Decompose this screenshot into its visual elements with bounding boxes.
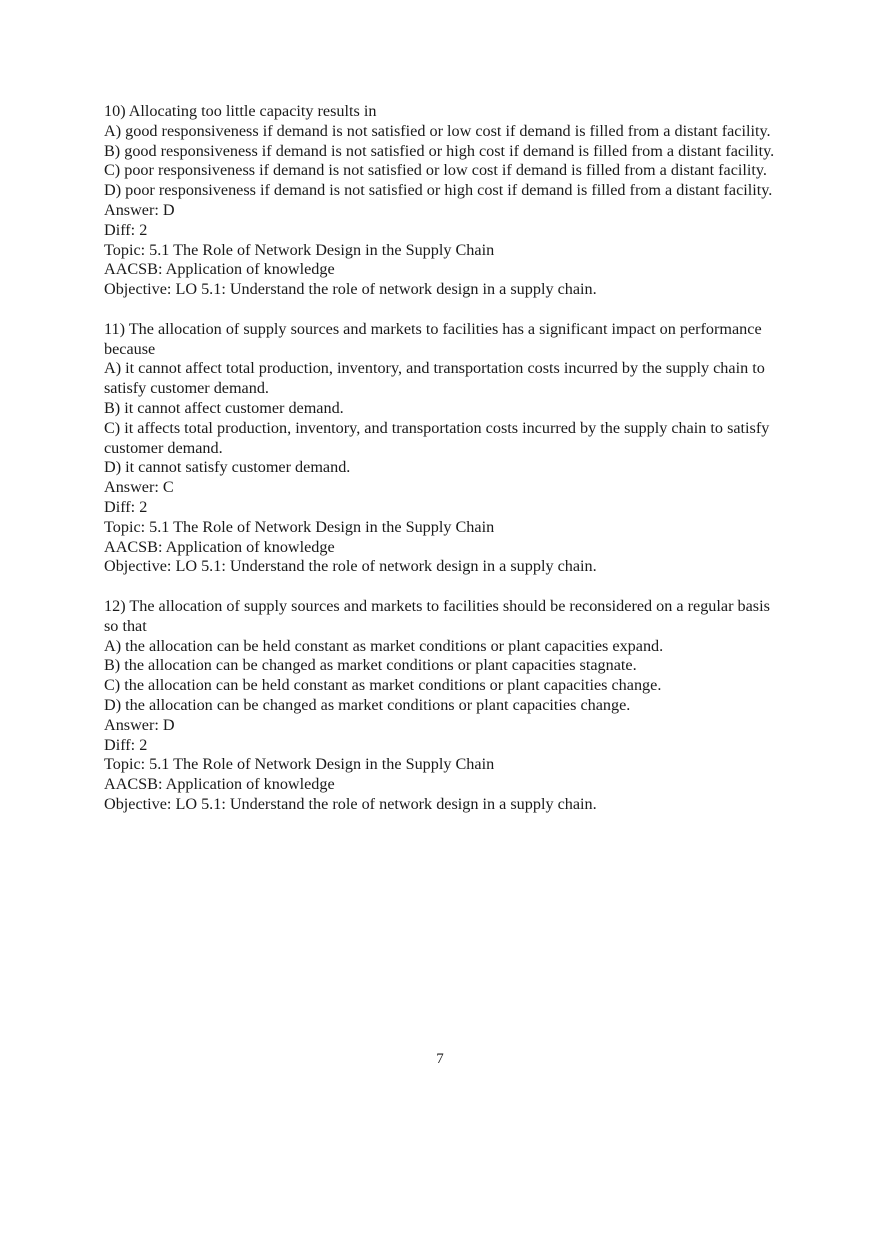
aacsb-line: AACSB: Application of knowledge: [104, 775, 335, 794]
question-12: [104, 597, 784, 815]
difficulty-line: Diff: 2: [104, 735, 148, 754]
option-a: A) the allocation can be held constant as market conditions or plant capacities expand.: [104, 636, 664, 655]
objective-line: Objective: LO 5.1: Understand the role of network design in a supply chain.: [104, 557, 597, 576]
difficulty-line: Diff: 2: [104, 497, 148, 516]
option-c: C) the allocation can be held constant as market conditions or plant capacities change.: [104, 676, 662, 695]
option-a: A) good responsiveness if demand is not satisfied or low cost if demand is filled from a distant facility.: [104, 121, 771, 140]
option-a: A) it cannot affect total production, inventory, and transportation costs incurred by the supply chain to satisfy customer demand.: [104, 359, 765, 398]
question-10: [104, 102, 784, 300]
option-d: D) the allocation can be changed as market conditions or plant capacities change.: [104, 695, 631, 714]
page-number: 7: [436, 1051, 444, 1067]
option-c: C) poor responsiveness if demand is not satisfied or low cost if demand is filled from a distant facility.: [104, 161, 767, 180]
option-b: B) the allocation can be changed as market conditions or plant capacities stagnate.: [104, 656, 637, 675]
objective-line: Objective: LO 5.1: Understand the role of network design in a supply chain.: [104, 794, 597, 813]
option-c: C) it affects total production, inventory, and transportation costs incurred by the supply chain to satisfy customer demand.: [104, 418, 770, 457]
question-stem: 12) The allocation of supply sources and markets to facilities should be reconsidered on a regular basis so that: [104, 596, 770, 635]
answer-line: Answer: D: [104, 715, 175, 734]
aacsb-line: AACSB: Application of knowledge: [104, 537, 335, 556]
objective-line: Objective: LO 5.1: Understand the role of network design in a supply chain.: [104, 280, 597, 299]
answer-line: Answer: D: [104, 200, 175, 219]
option-d: D) poor responsiveness if demand is not satisfied or high cost if demand is filled from a distant facility.: [104, 181, 773, 200]
difficulty-line: Diff: 2: [104, 220, 148, 239]
question-list: [104, 102, 784, 834]
question-stem: 11) The allocation of supply sources and markets to facilities has a significant impact on performance because: [104, 319, 762, 358]
question-11: [104, 320, 784, 577]
topic-line: Topic: 5.1 The Role of Network Design in the Supply Chain: [104, 755, 495, 774]
option-b: B) good responsiveness if demand is not satisfied or high cost if demand is filled from a distant facility.: [104, 141, 775, 160]
option-b: B) it cannot affect customer demand.: [104, 398, 344, 417]
question-stem: 10) Allocating too little capacity results in: [104, 102, 377, 120]
answer-line: Answer: C: [104, 478, 174, 497]
topic-line: Topic: 5.1 The Role of Network Design in the Supply Chain: [104, 240, 495, 259]
option-d: D) it cannot satisfy customer demand.: [104, 458, 351, 477]
aacsb-line: AACSB: Application of knowledge: [104, 260, 335, 279]
topic-line: Topic: 5.1 The Role of Network Design in the Supply Chain: [104, 517, 495, 536]
